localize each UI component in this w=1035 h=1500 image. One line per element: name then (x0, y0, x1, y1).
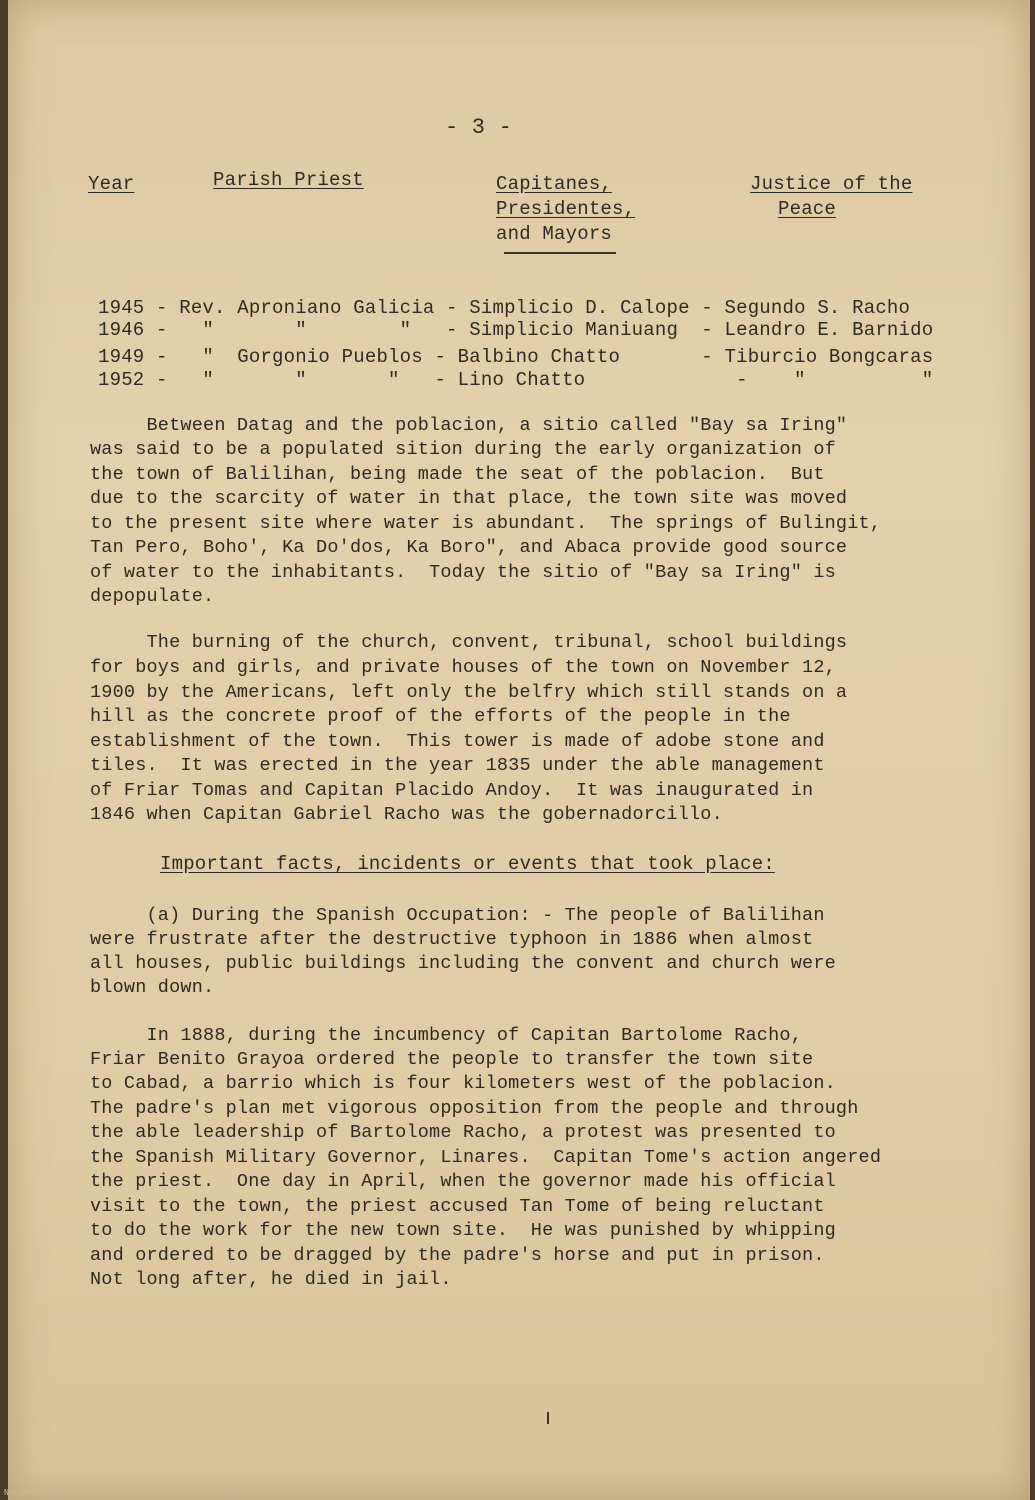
paragraph-line: establishment of the town. This tower is made of adobe stone and (90, 731, 825, 752)
paragraph-line: In 1888, during the incumbency of Capitan Bartolome Racho, (90, 1025, 803, 1046)
paragraph-line: the able leadership of Bartolome Racho, a protest was presented to (90, 1122, 836, 1143)
paragraph-line: 1900 by the Americans, left only the belfry which still stands on a (90, 682, 848, 703)
header-parish-priest: Parish Priest (213, 169, 364, 191)
header-capitanes: Capitanes, (496, 173, 613, 195)
paragraph-line: the town of Balilihan, being made the seat of the poblacion. But (90, 464, 825, 485)
paragraph-line: for boys and girls, and private houses of the town on November 12, (90, 657, 836, 678)
header-presidentes: Presidentes, (496, 198, 636, 220)
paragraph-line: 1846 when Capitan Gabriel Racho was the gobernadorcillo. (90, 804, 723, 825)
paragraph-line: all houses, public buildings including the convent and church were (90, 953, 836, 974)
document-page (8, 0, 1030, 1500)
paragraph-line: was said to be a populated sition during the early organization of (90, 439, 836, 460)
header-mayors: and Mayors (496, 223, 613, 245)
paragraph-line: visit to the town, the priest accused Tan Tome of being reluctant (90, 1196, 825, 1217)
paragraph-line: hill as the concrete proof of the efforts of the people in the (90, 706, 791, 727)
paragraph-line: to Cabad, a barrio which is four kilometers west of the poblacion. (90, 1073, 836, 1094)
paragraph-line: of water to the inhabitants. Today the sitio of "Bay sa Iring" is (90, 562, 836, 583)
paragraph-line: and ordered to be dragged by the padre's horse and put in prison. (90, 1245, 825, 1266)
paragraph-line: the priest. One day in April, when the governor made his official (90, 1171, 836, 1192)
paragraph-line: The padre's plan met vigorous opposition from the people and through (90, 1098, 859, 1119)
paragraph-line: of Friar Tomas and Capitan Placido Andoy. It was inaugurated in (90, 780, 814, 801)
archive-footer: National Library of the Philippines HLPBNHBDLB8S0007 t18 (4, 1488, 274, 1497)
paragraph-line: to do the work for the new town site. He was punished by whipping (90, 1220, 836, 1241)
ink-mark (547, 1412, 549, 1424)
paragraph-line: to the present site where water is abundant. The springs of Bulingit, (90, 513, 882, 534)
paragraph-line: (a) During the Spanish Occupation: - The people of Balilihan (90, 905, 825, 926)
header-year: Year (88, 173, 135, 195)
header-mayors-underline (504, 252, 616, 254)
section-heading: Important facts, incidents or events that took place: (160, 853, 775, 875)
table-row: 1952 - " " " - Lino Chatto - " " (98, 369, 934, 391)
paragraph-line: the Spanish Military Governor, Linares. Capitan Tome's action angered (90, 1147, 882, 1168)
table-row: 1945 - Rev. Aproniano Galicia - Simplicio D. Calope - Segundo S. Racho (98, 297, 911, 319)
paragraph-line: blown down. (90, 977, 215, 998)
header-peace: Peace (778, 198, 837, 220)
table-row: 1949 - " Gorgonio Pueblos - Balbino Chatto - Tiburcio Bongcaras (98, 346, 934, 368)
paragraph-line: due to the scarcity of water in that place, the town site was moved (90, 488, 848, 509)
paragraph-line: Not long after, he died in jail. (90, 1269, 452, 1290)
paragraph-line: Between Datag and the poblacion, a sitio called "Bay sa Iring" (90, 415, 848, 436)
paragraph-line: depopulate. (90, 586, 215, 607)
header-justice: Justice of the (750, 173, 913, 195)
paragraph-line: The burning of the church, convent, tribunal, school buildings (90, 632, 848, 653)
paragraph-line: Friar Benito Grayoa ordered the people to transfer the town site (90, 1049, 814, 1070)
paragraph-line: Tan Pero, Boho', Ka Do'dos, Ka Boro", and Abaca provide good source (90, 537, 848, 558)
table-row: 1946 - " " " - Simplicio Maniuang - Leandro E. Barnido (98, 319, 934, 341)
paragraph-line: were frustrate after the destructive typhoon in 1886 when almost (90, 929, 814, 950)
paragraph-line: tiles. It was erected in the year 1835 under the able management (90, 755, 825, 776)
page-number: - 3 - (445, 115, 513, 140)
